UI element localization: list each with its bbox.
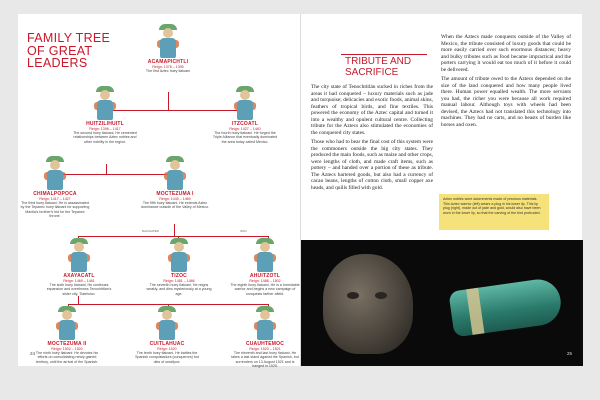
person-reign: Reign: 1396 – 1417 [89,127,121,131]
artifact-photo [301,240,583,366]
person-moctezuma-i [140,158,210,210]
left-page [18,14,300,369]
photo-caption: Aztec nobles wore adornments made of precious materials. This Aztec warrior (left) wears a plug in his lower lip. This lip plug (right), made out of jade and gold, would also have been worn in the lower lip, so that the carving of the bird protruded. [439,194,549,230]
aztec-ruler-figure [254,308,276,340]
paragraph: The city state of Tenochtitlán sucked in riches from the areas it had conquered – luxury materials such as jade and turquoise; delicacies and exotic foods, animal skins, feathers of tropical birds, and fine textiles. This powered the economy of the Aztec capital and turned it into a wealthy and opulent cultural centre. Collecting tribute for the Aztecs also stimulated the economies of the conquered city states. [311,84,433,136]
person-huitzilihuitl [70,88,140,144]
aztec-ruler-figure [254,240,276,272]
body-column-1 [311,84,433,194]
jade-lip-plug [448,277,563,338]
person-reign: Reign: 1520 – 1521 [249,347,281,351]
person-ahuitzotl [230,240,300,296]
person-reign: Reign: 1469 – 1481 [63,279,95,283]
person-name: CUITLAHUAC [149,341,185,347]
person-desc: The fifth huey tlatoani. He extends Aztec dominance outside of the Valley of Mexico. [140,201,210,210]
page-title [27,32,137,70]
person-desc: The sixth huey tlatoani. He continues expansion and overthrows Tenochtitlan's sister city, Tlatelolco. [46,283,112,296]
person-name: MOCTEZUMA II [47,341,87,347]
aztec-ruler-figure [157,26,179,58]
person-reign: Reign: 1481 – 1486 [163,279,195,283]
person-reign: Reign: 1376 – 1395 [152,65,184,69]
person-desc: The ninth huey tlatoani. He devotes his efforts on consolidating newly gained territory, until the arrival of the Spanish. [35,351,99,364]
section-rule [341,54,427,55]
section-title-line: TRIBUTE AND [345,56,412,67]
person-desc: The seventh huey tlatoani. He reigns weakly, and dies mysteriously at a young age. [146,283,212,296]
person-desc: The first Aztec huey tlatoani [145,69,191,73]
person-name: CHIMALPOPOCA [33,191,77,197]
person-reign: Reign: 1417 – 1427 [39,197,71,201]
section-title [345,56,423,78]
aztec-ruler-figure [44,158,66,190]
tree-connector [78,296,79,304]
tree-connector [106,164,107,174]
tree-connector [174,224,175,236]
stone-warrior-head [323,254,413,354]
person-desc: The eighth huey tlatoani. He is a formidable warrior and begins a new campaign of conquests farther afield. [230,283,300,296]
person-acamapichtli [133,26,203,73]
body-column-2 [441,34,571,131]
aztec-ruler-figure [156,308,178,340]
person-itzcoatl [210,88,280,144]
person-desc: The fourth huey tlatoani. He forged the Triple Alliance that eventually dominated the area today called Mexico. [212,131,278,144]
paragraph: When the Aztecs made conquests outside of the Valley of Mexico, the tribute consisted of luxury goods that could be more easily carried over such enormous distances; heavy and bulky tributes such as food became impractical and the porters carrying it would eat too much of it before it could be delivered. [441,34,571,73]
person-name: ACAMAPICHTLI [147,59,189,65]
section-title-line: SACRIFICE [345,67,399,78]
person-cuauhtemoc [230,308,300,369]
person-reign: Reign: 1486 – 1502 [249,279,281,283]
person-name: MOCTEZUMA I [156,191,194,197]
person-desc: The eleventh and last huey tlatoani. He takes a last stand against the Spanish, but surrenders on 13 August 1521 and is hanged in 1525. [231,351,299,369]
person-name: AHUITZOTL [249,273,281,279]
person-name: CUAUHTEMOC [245,341,285,347]
aztec-ruler-figure [94,88,116,120]
person-name: TIZOC [171,273,187,279]
person-desc: The second huey tlatoani. He cemented relationships between Aztec nobles and other nobility in the region. [73,131,137,144]
title-line: LEADERS [27,56,88,70]
tree-connector [168,92,169,110]
page-number: 24 [30,351,36,356]
person-name: ITZCOATL [232,121,258,127]
person-axayacatl [44,240,114,296]
person-chimalpopoca [20,158,90,219]
person-reign: Reign: 1520 [157,347,177,351]
paragraph: The amount of tribute owed to the Aztecs depended on the size of the land conquered and how many people lived there. Human power equalled wealth. The more servants you had, the richer you were because all work required manual labour. Although toys with wheels had been devised, the Aztecs had not translated this technology into machines. They had no carts, and no beasts of burden like horses and oxen. [441,76,571,128]
person-reign: Reign: 1440 – 1469 [159,197,191,201]
person-desc: The tenth huey tlatoani. He battles the Spanish conquistadors (conquerors) but dies of smallpox. [135,351,199,364]
page-number: 25 [566,351,572,356]
aztec-ruler-figure [168,240,190,272]
person-reign: Reign: 1427 – 1440 [229,127,261,131]
person-name: HUITZILIHUITL [86,121,124,127]
person-tizoc [144,240,214,296]
aztec-ruler-figure [56,308,78,340]
title-line: OF GREAT [27,43,93,58]
person-name: AXAYACATL [63,273,95,279]
aztec-ruler-figure [234,88,256,120]
person-moctezuma-ii [32,308,102,364]
person-cuitlahuac [132,308,202,364]
son-label: SON [240,229,247,233]
right-page [300,14,582,366]
aztec-ruler-figure [164,158,186,190]
daughter-label: DAUGHTER [142,229,159,233]
paragraph: Those who had to bear the final cost of this system were the commoners outside the big city states. They produced the main foods, such as maize and other crops, were lengths of cloth, and made craft items, such as pottery – and handed over a portion of these as tribute. The Aztecs bartered goods, but also had a currency of cacao beans, lengths of cotton cloth, small copper axe heads, and quills filled with gold. [311,139,433,191]
tree-connector [78,236,268,237]
person-desc: The third huey tlatoani. He is assassinated by the Tepanec huey tlatoani for supporting Maxtla's brother's bid for the Tepanec throne. [20,201,90,219]
title-line: FAMILY TREE [27,31,111,45]
person-reign: Reign: 1502 – 1520 [51,347,83,351]
aztec-ruler-figure [68,240,90,272]
